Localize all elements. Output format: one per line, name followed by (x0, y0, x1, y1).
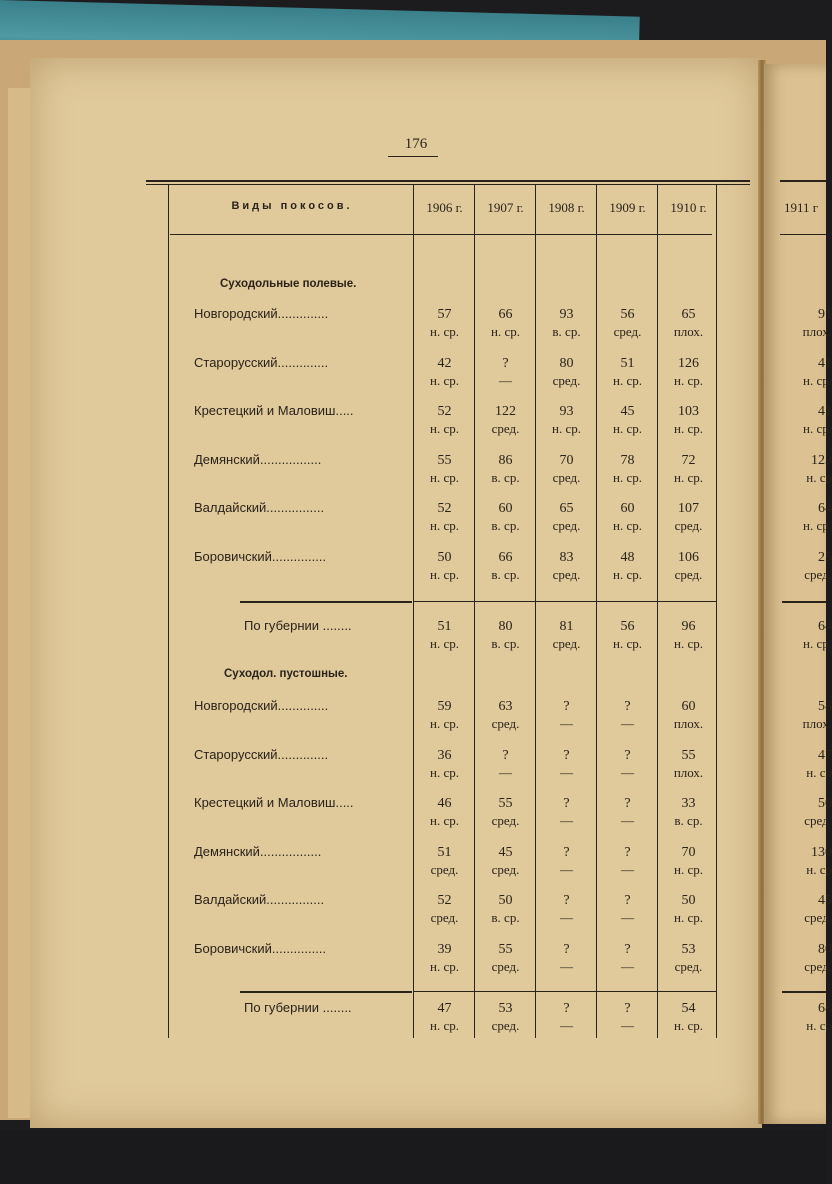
page-number: 176 (404, 136, 428, 152)
cell-quality: сред. (552, 469, 581, 485)
table-cell (658, 549, 719, 583)
cell-quality: — (560, 813, 573, 828)
section-title: Суходол. пустошные. (224, 668, 348, 680)
total-rule-facing (782, 601, 826, 603)
cell-value: 70 (559, 452, 574, 468)
cell-quality: н. ср. (430, 1018, 459, 1033)
table-cell (788, 355, 832, 389)
cell-quality: — (621, 1018, 634, 1033)
table-cell (475, 355, 536, 389)
header-rule-facing (780, 234, 826, 235)
cell-quality: н. ср. (613, 636, 642, 651)
table-cell (788, 795, 832, 829)
cell-quality: в. ср. (491, 910, 520, 925)
total-cell (414, 618, 475, 652)
cell-value: ? (563, 1001, 570, 1016)
cell-value: 65 (559, 501, 574, 516)
table-cell (536, 306, 597, 340)
table-cell (414, 844, 475, 878)
cell-quality: н. ср. (613, 372, 642, 388)
total-cell (658, 1000, 719, 1034)
cell-quality: — (560, 861, 573, 877)
cell-value: ? (563, 747, 570, 763)
cell-value: 60 (681, 699, 696, 714)
cell-value: ? (624, 893, 631, 908)
cell-value: 45 (818, 893, 832, 908)
dark-background (0, 1130, 826, 1184)
total-rule-cols (414, 991, 716, 992)
cell-value: ? (502, 747, 509, 763)
cell-quality: — (560, 764, 573, 780)
cell-quality: н. ср. (430, 469, 459, 485)
cell-value: 53 (498, 1001, 513, 1016)
table-cell (597, 355, 658, 389)
cell-value: 52 (437, 893, 452, 908)
cell-quality: — (560, 1018, 573, 1033)
table-cell (788, 698, 832, 732)
table-cell (414, 698, 475, 732)
cell-value: 58 (818, 699, 832, 714)
table-cell (788, 306, 832, 340)
cell-value: 41 (818, 404, 832, 419)
cell-value: 55 (498, 941, 513, 957)
table-cell (475, 500, 536, 534)
table-cell (658, 452, 719, 486)
table-cell (414, 500, 475, 534)
table-cell (414, 355, 475, 389)
table-cell (414, 795, 475, 829)
table-cell (658, 500, 719, 534)
cell-value: 46 (437, 796, 452, 811)
cell-value: ? (563, 796, 570, 811)
cell-value: 81 (559, 619, 574, 634)
top-rule (146, 180, 750, 182)
cell-quality: в. ср. (491, 469, 520, 485)
cell-value: 45 (620, 404, 635, 419)
cell-value: 65 (681, 307, 696, 322)
total-rule (240, 601, 412, 603)
table-cell (658, 892, 719, 926)
cell-quality: сред. (491, 716, 520, 731)
cell-value: ? (563, 844, 570, 860)
cell-value: 51 (437, 619, 452, 634)
cell-quality: в. ср. (491, 518, 520, 533)
cell-value: 50 (681, 893, 696, 908)
total-cell (536, 1000, 597, 1034)
cell-quality: н. ср. (613, 566, 642, 582)
total-cell (788, 1000, 832, 1034)
cell-value: 51 (437, 844, 452, 860)
table-cell (414, 747, 475, 781)
cell-value: 83 (559, 549, 574, 565)
section-title: Суходольные полевые. (220, 278, 357, 290)
cell-value: 50 (498, 893, 513, 908)
cell-quality: н. ср. (674, 421, 703, 436)
cell-quality: сред. (491, 861, 520, 877)
cell-quality: н. ср. (674, 636, 703, 651)
cell-quality: н. ср (806, 764, 832, 780)
cell-quality: — (621, 813, 634, 828)
table-cell (536, 403, 597, 437)
cell-value: ? (563, 941, 570, 957)
table-cell (536, 549, 597, 583)
table-cell (597, 795, 658, 829)
cell-quality: сред. (491, 421, 520, 436)
district-label: Демянский................. (194, 451, 322, 467)
cell-value: 36 (437, 747, 452, 763)
cell-quality: н. ср. (674, 861, 703, 877)
table-cell (536, 892, 597, 926)
page-number-underline (388, 156, 438, 157)
district-label: Старорусский.............. (194, 354, 329, 370)
table-cell (788, 844, 832, 878)
table-cell (475, 403, 536, 437)
cell-value: 126 (678, 355, 699, 371)
cell-value: 122 (495, 404, 516, 419)
total-cell (597, 618, 658, 652)
cell-value: 66 (498, 307, 513, 322)
table-cell (788, 452, 832, 486)
total-rule (240, 991, 412, 993)
table-cell (597, 892, 658, 926)
cell-value: ? (502, 355, 509, 371)
cell-quality: сред. (430, 910, 459, 925)
cell-quality: н. ср (806, 861, 832, 877)
table-cell (658, 306, 719, 340)
cell-quality: сред. (804, 566, 832, 582)
cell-value: 39 (437, 941, 452, 957)
table-cell (414, 941, 475, 975)
district-label: Крестецкий и Маловиш..... (194, 795, 354, 810)
cell-quality: н. ср. (430, 566, 459, 582)
cell-value: 33 (681, 796, 696, 811)
total-rule-cols (414, 601, 716, 602)
top-rule-2 (146, 184, 750, 185)
cell-value: 55 (681, 747, 696, 763)
cell-quality: сред. (804, 958, 832, 974)
cell-quality: сред. (804, 813, 832, 828)
cell-value: 55 (498, 796, 513, 811)
cell-value: ? (563, 699, 570, 714)
header-year: 1911 г (784, 200, 819, 215)
cell-quality: плох. (673, 716, 704, 731)
cell-quality: н. ср. (613, 518, 642, 533)
table-cell (597, 698, 658, 732)
cell-quality: сред. (552, 518, 581, 533)
cell-quality: сред. (674, 566, 703, 582)
cell-value: 41 (818, 355, 832, 371)
total-cell (658, 618, 719, 652)
cell-value: 80 (559, 355, 574, 371)
cell-quality: н. ср. (613, 469, 642, 485)
total-cell (475, 618, 536, 652)
cell-quality: н. ср. (430, 958, 459, 974)
table-cell (597, 306, 658, 340)
cell-value: 130 (811, 844, 832, 860)
table-cell (597, 403, 658, 437)
cell-quality: н. ср. (803, 636, 832, 651)
cell-value: 103 (678, 404, 699, 419)
header-year: 1908 г. (548, 200, 585, 215)
cell-quality: н. ср. (674, 1018, 703, 1033)
district-label: Демянский................. (194, 843, 322, 859)
cell-quality: сред. (804, 910, 832, 925)
cell-value: 107 (678, 501, 699, 516)
province-total-label: По губернии ........ (244, 618, 352, 633)
cell-value: ? (624, 1001, 631, 1016)
cell-quality: н. ср. (430, 716, 459, 731)
cell-quality: н. ср. (430, 372, 459, 388)
cell-quality: — (499, 372, 512, 388)
table-cell (658, 747, 719, 781)
top-rule-facing (780, 180, 826, 182)
cell-quality: — (499, 764, 512, 780)
cell-value: 47 (818, 747, 832, 763)
table-cell (658, 795, 719, 829)
cell-value: 63 (498, 699, 513, 714)
cell-quality: н. ср. (430, 421, 459, 436)
cell-quality: плох. (802, 716, 832, 731)
cell-quality: сред. (674, 958, 703, 974)
cell-quality: н. ср. (430, 764, 459, 780)
table-cell (788, 500, 832, 534)
cell-quality: сред. (674, 518, 703, 533)
table-cell (597, 452, 658, 486)
cell-quality: н. ср (806, 1018, 832, 1033)
district-label: Старорусский.............. (194, 746, 329, 762)
table-cell (658, 844, 719, 878)
cell-value: 56 (620, 619, 635, 634)
table-cell (475, 549, 536, 583)
cell-quality: н. ср. (430, 813, 459, 828)
cell-quality: н. ср. (552, 421, 581, 436)
cell-quality: н. ср. (491, 324, 520, 339)
cell-value: 86 (498, 452, 513, 468)
cell-quality: плох. (673, 764, 704, 780)
total-cell (414, 1000, 475, 1034)
table-cell (597, 941, 658, 975)
cell-value: 80 (818, 941, 832, 957)
cell-quality: н. ср. (674, 910, 703, 925)
table-cell (475, 698, 536, 732)
table-cell (414, 892, 475, 926)
total-cell (475, 1000, 536, 1034)
cell-quality: — (621, 716, 634, 731)
cell-value: 72 (681, 452, 696, 468)
cell-quality: н. ср. (430, 636, 459, 651)
total-cell (597, 1000, 658, 1034)
cell-quality: — (621, 861, 634, 877)
table-cell (475, 306, 536, 340)
cell-quality: н. ср. (803, 372, 832, 388)
table-cell (788, 403, 832, 437)
cell-value: 93 (559, 404, 574, 419)
cell-value: 70 (681, 844, 696, 860)
table-cell (536, 795, 597, 829)
cell-value: 96 (681, 619, 696, 634)
cell-quality: н. ср. (803, 518, 832, 533)
cell-value: ? (624, 796, 631, 811)
header-rule (170, 234, 712, 235)
table-cell (475, 747, 536, 781)
cell-quality: — (621, 764, 634, 780)
table-cell (536, 844, 597, 878)
table-cell (536, 698, 597, 732)
cell-value: 53 (681, 941, 696, 957)
table-cell (475, 795, 536, 829)
table-cell (658, 941, 719, 975)
cell-value: 52 (437, 404, 452, 419)
province-total-label: По губернии ........ (244, 1000, 352, 1015)
cell-value: 60 (620, 501, 635, 516)
table-cell (536, 941, 597, 975)
cell-value: 66 (498, 549, 513, 565)
table-cell (597, 747, 658, 781)
header-year: 1909 г. (609, 200, 646, 215)
cell-value: 64 (818, 501, 832, 516)
cell-value: 48 (620, 549, 635, 565)
cell-value: ? (563, 893, 570, 908)
cell-value: 42 (437, 355, 452, 371)
table-cell (597, 549, 658, 583)
cell-quality: в. ср. (674, 813, 703, 828)
district-label: Боровичский............... (194, 940, 327, 956)
district-label: Валдайский................ (194, 892, 325, 907)
cell-quality: сред. (430, 861, 459, 877)
table-cell (788, 549, 832, 583)
cell-quality: н. ср. (613, 421, 642, 436)
cell-value: 64 (818, 619, 832, 634)
table-cell (597, 844, 658, 878)
cell-value: 54 (681, 1001, 696, 1016)
cell-value: ? (624, 747, 631, 763)
table-cell (414, 306, 475, 340)
cell-value: 93 (559, 307, 574, 322)
cell-quality: сред. (552, 566, 581, 582)
table-cell (536, 355, 597, 389)
cell-quality: плох. (802, 324, 832, 339)
cell-value: 60 (498, 501, 513, 516)
cell-quality: сред. (491, 813, 520, 828)
cell-quality: сред. (552, 636, 581, 651)
header-year: 1906 г. (426, 200, 463, 215)
district-label: Крестецкий и Маловиш..... (194, 403, 354, 418)
cell-quality: н. ср. (430, 518, 459, 533)
cell-value: 106 (678, 549, 699, 565)
table-cell (788, 747, 832, 781)
cell-value: 56 (620, 307, 635, 322)
cell-value: 50 (437, 549, 452, 565)
cell-quality: н. ср. (430, 324, 459, 339)
cell-quality: н. ср. (803, 421, 832, 436)
cell-quality: н. ср. (674, 469, 703, 485)
cell-quality: в. ср. (552, 324, 581, 339)
cell-value: 123 (811, 452, 832, 468)
cell-quality: сред. (491, 1018, 520, 1033)
table-cell (414, 452, 475, 486)
cell-quality: сред. (491, 958, 520, 974)
total-cell (536, 618, 597, 652)
cell-value: ? (624, 941, 631, 957)
header-year: 1910 г. (670, 200, 707, 215)
total-rule-facing (782, 991, 826, 993)
cell-quality: — (560, 910, 573, 925)
cell-value: 47 (437, 1001, 452, 1016)
table-cell (658, 403, 719, 437)
cell-quality: сред. (552, 372, 581, 388)
cell-quality: н. ср. (674, 372, 703, 388)
cell-value: 52 (437, 501, 452, 516)
cell-quality: плох. (673, 324, 704, 339)
cell-quality: сред. (613, 324, 642, 339)
cell-value: 78 (620, 452, 635, 468)
cell-value: 91 (818, 307, 832, 322)
cell-value: ? (624, 699, 631, 714)
table-cell (414, 403, 475, 437)
cell-quality: — (621, 910, 634, 925)
district-label: Новгородский.............. (194, 306, 329, 321)
header-year: 1907 г. (487, 200, 524, 215)
cell-value: 50 (818, 796, 832, 811)
table-cell (475, 941, 536, 975)
cell-value: ? (624, 844, 631, 860)
table-cell (414, 549, 475, 583)
table-cell (788, 941, 832, 975)
column-divider (168, 184, 169, 1038)
table-cell (475, 892, 536, 926)
cell-value: 45 (498, 844, 513, 860)
cell-quality: в. ср. (491, 636, 520, 651)
district-label: Боровичский............... (194, 548, 327, 564)
cell-value: 25 (818, 549, 832, 565)
cell-quality: — (621, 958, 634, 974)
cell-quality: — (560, 958, 573, 974)
cell-value: 57 (437, 307, 452, 322)
table-cell (597, 500, 658, 534)
table-cell (536, 747, 597, 781)
district-label: Валдайский................ (194, 500, 325, 515)
table-cell (536, 500, 597, 534)
cell-value: 51 (620, 355, 635, 371)
district-label: Новгородский.............. (194, 698, 329, 713)
cell-quality: — (560, 716, 573, 731)
cell-quality: в. ср. (491, 566, 520, 582)
table-cell (788, 892, 832, 926)
cell-value: 55 (437, 452, 452, 468)
cell-value: 59 (437, 699, 452, 714)
total-cell (788, 618, 832, 652)
table-cell (658, 698, 719, 732)
table-cell (536, 452, 597, 486)
table-cell (658, 355, 719, 389)
table-cell (475, 452, 536, 486)
header-kind-label: Виды покосов. (231, 200, 353, 212)
cell-value: 80 (498, 619, 513, 634)
table-cell (475, 844, 536, 878)
cell-quality: н. ср (806, 469, 832, 485)
cell-value: 68 (818, 1001, 832, 1016)
